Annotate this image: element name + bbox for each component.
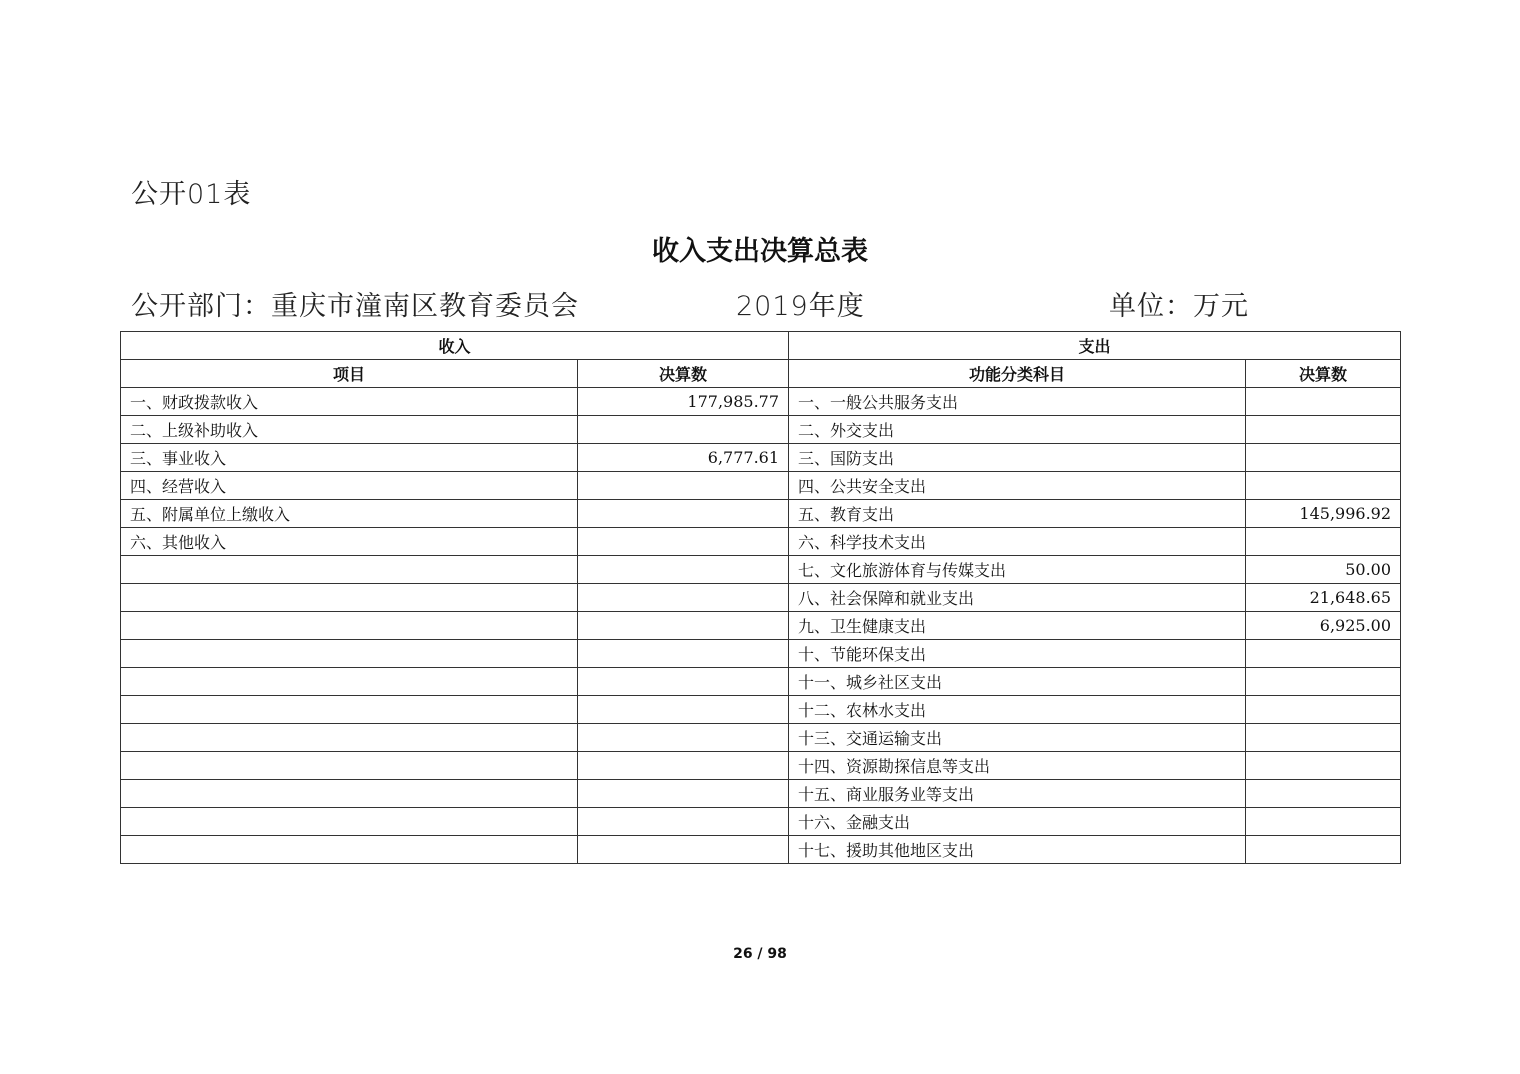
expenditure-item: 十、节能环保支出: [789, 640, 1246, 668]
expenditure-item: 十三、交通运输支出: [789, 724, 1246, 752]
expenditure-item: 十四、资源勘探信息等支出: [789, 752, 1246, 780]
income-item: [121, 556, 578, 584]
expenditure-item: 一、一般公共服务支出: [789, 388, 1246, 416]
department-label: 公开部门：重庆市潼南区教育委员会: [131, 291, 579, 322]
expenditure-group-header: 支出: [789, 332, 1401, 360]
expenditure-item: 二、外交支出: [789, 416, 1246, 444]
income-amount: [578, 668, 789, 696]
expenditure-item: 十七、援助其他地区支出: [789, 836, 1246, 864]
table-row: [121, 752, 1401, 780]
table-row: [121, 696, 1401, 724]
income-amount: [578, 780, 789, 808]
income-amount: [578, 724, 789, 752]
table-row: [121, 556, 1401, 584]
fiscal-year-label: 2019年度: [736, 291, 865, 322]
income-amount: [578, 528, 789, 556]
income-item: 二、上级补助收入: [121, 416, 578, 444]
table-row: [121, 584, 1401, 612]
expenditure-item: 十二、农林水支出: [789, 696, 1246, 724]
expenditure-amount: [1246, 528, 1401, 556]
expenditure-item: 十六、金融支出: [789, 808, 1246, 836]
income-item: [121, 836, 578, 864]
page-number: 26 / 98: [733, 946, 787, 962]
income-item: 五、附属单位上缴收入: [121, 500, 578, 528]
income-amount: [578, 556, 789, 584]
expenditure-amount: [1246, 472, 1401, 500]
table-row: [121, 416, 1401, 444]
income-amount: [578, 472, 789, 500]
income-item: 六、其他收入: [121, 528, 578, 556]
expenditure-amount: [1246, 416, 1401, 444]
expenditure-amount: [1246, 388, 1401, 416]
expenditure-item: 四、公共安全支出: [789, 472, 1246, 500]
income-amount: [578, 808, 789, 836]
expenditure-amount: 145,996.92: [1246, 500, 1401, 528]
income-amount: [578, 696, 789, 724]
expenditure-amount: [1246, 752, 1401, 780]
income-item: [121, 612, 578, 640]
expenditure-amount-header: 决算数: [1246, 360, 1401, 388]
column-header-row: [121, 360, 1401, 388]
income-item: [121, 584, 578, 612]
expenditure-amount: [1246, 640, 1401, 668]
table-row: [121, 528, 1401, 556]
table-row: [121, 668, 1401, 696]
income-amount: [578, 752, 789, 780]
table-row: [121, 640, 1401, 668]
table-row: [121, 612, 1401, 640]
income-item: [121, 640, 578, 668]
expenditure-amount: [1246, 444, 1401, 472]
expenditure-amount: [1246, 808, 1401, 836]
income-expenditure-table: [120, 331, 1401, 864]
income-item: [121, 696, 578, 724]
expenditure-amount: [1246, 724, 1401, 752]
expenditure-item-header: 功能分类科目: [789, 360, 1246, 388]
income-item: [121, 724, 578, 752]
expenditure-item: 十五、商业服务业等支出: [789, 780, 1246, 808]
income-amount: [578, 836, 789, 864]
expenditure-amount: 50.00: [1246, 556, 1401, 584]
income-item: 一、财政拨款收入: [121, 388, 578, 416]
income-amount: 177,985.77: [578, 388, 789, 416]
income-amount: [578, 416, 789, 444]
income-item: 三、事业收入: [121, 444, 578, 472]
table-row: [121, 388, 1401, 416]
table-row: [121, 472, 1401, 500]
income-amount: [578, 612, 789, 640]
expenditure-amount: [1246, 696, 1401, 724]
expenditure-amount: [1246, 780, 1401, 808]
table-row: [121, 444, 1401, 472]
table-row: [121, 780, 1401, 808]
income-amount: [578, 640, 789, 668]
income-amount: [578, 584, 789, 612]
expenditure-item: 六、科学技术支出: [789, 528, 1246, 556]
income-amount: [578, 500, 789, 528]
income-item-header: 项目: [121, 360, 578, 388]
report-meta: [131, 284, 1401, 324]
expenditure-item: 九、卫生健康支出: [789, 612, 1246, 640]
table-row: [121, 724, 1401, 752]
income-item: [121, 808, 578, 836]
table-body: [121, 388, 1401, 864]
table-row: [121, 500, 1401, 528]
expenditure-amount: 21,648.65: [1246, 584, 1401, 612]
income-item: 四、经营收入: [121, 472, 578, 500]
income-item: [121, 780, 578, 808]
income-group-header: 收入: [121, 332, 789, 360]
expenditure-amount: [1246, 668, 1401, 696]
expenditure-item: 七、文化旅游体育与传媒支出: [789, 556, 1246, 584]
expenditure-item: 十一、城乡社区支出: [789, 668, 1246, 696]
expenditure-amount: [1246, 836, 1401, 864]
expenditure-item: 八、社会保障和就业支出: [789, 584, 1246, 612]
expenditure-item: 三、国防支出: [789, 444, 1246, 472]
income-amount-header: 决算数: [578, 360, 789, 388]
income-amount: 6,777.61: [578, 444, 789, 472]
unit-label: 单位：万元: [1109, 291, 1249, 322]
expenditure-amount: 6,925.00: [1246, 612, 1401, 640]
income-item: [121, 668, 578, 696]
expenditure-item: 五、教育支出: [789, 500, 1246, 528]
table-row: [121, 836, 1401, 864]
form-code: 公开01表: [131, 179, 252, 210]
table-row: [121, 808, 1401, 836]
page-title: 收入支出决算总表: [652, 236, 868, 267]
income-item: [121, 752, 578, 780]
group-header-row: [121, 332, 1401, 360]
